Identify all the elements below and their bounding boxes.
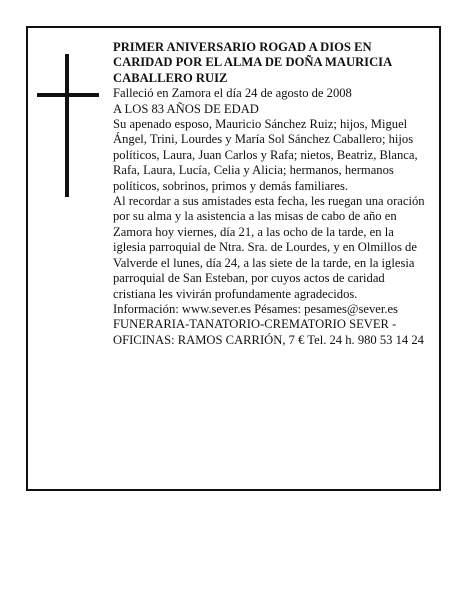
- family-paragraph: Su apenado esposo, Mauricio Sánchez Ruiz; hijos, Miguel Ángel, Trini, Lourdes y María Sol Sánchez Caballero; hijos políticos, Laura, Juan Carlos y Rafa; nietos, Beatriz, Blanca, Rafa, Laura, Lucía, Celia y Alicia; hermanos, hermanos políticos, sobrinos, primos y demás familiares.: [113, 117, 418, 193]
- death-date-line: Falleció en Zamora el día 24 de agosto de 2008: [113, 86, 352, 101]
- cross-horizontal-bar: [37, 93, 99, 97]
- obituary-text: [113, 40, 428, 348]
- age-line: A LOS 83 AÑOS DE EDAD: [113, 101, 259, 116]
- cross-vertical-bar: [65, 54, 69, 197]
- mass-request-paragraph: Al recordar a sus amistades esta fecha, les ruegan una oración por su alma y la asistencia a las misas de cabo de año en Zamora hoy viernes, día 21, a las ocho de la tarde, en la iglesia parroquial de Ntra. Sra. de Lourdes, y en Olmillos de Valverde el lunes, día 24, a las siete de la tarde, en la iglesia parroquial de San Esteban, por cuyos actos de caridad cristiana les vivirán profundamente agradecidos.: [113, 194, 425, 301]
- obituary-headline: PRIMER ANIVERSARIO ROGAD A DIOS EN CARIDAD POR EL ALMA DE DOÑA MAURICIA CABALLERO RUIZ: [113, 40, 392, 85]
- contact-info: Información: www.sever.es Pésames: pesames@sever.es: [113, 301, 398, 316]
- funeral-home-info: FUNERARIA-TANATORIO-CREMATORIO SEVER - OFICINAS: RAMOS CARRIÓN, 7 € Tel. 24 h. 980 53 14 24: [113, 317, 424, 347]
